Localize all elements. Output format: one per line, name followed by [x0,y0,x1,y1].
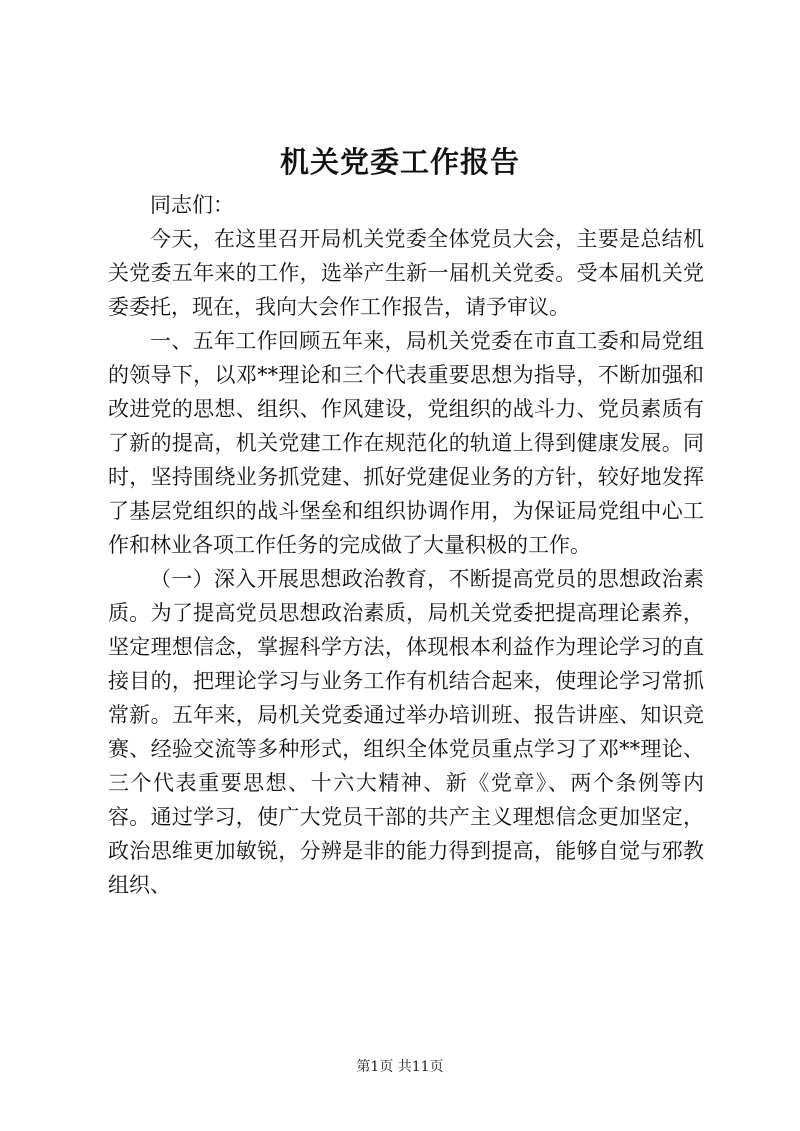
education-paragraph: （一）深入开展思想政治教育，不断提高党员的思想政治素质。为了提高党员思想政治素质，局机关党委把提高理论素养，坚定理想信念，掌握科学方法，体现根本利益作为理论学习的直接目的，把理论学习与业务工作有机结合起来，使理论学习常抓常新。五年来，局机关党委通过举办培训班、报告讲座、知识竞赛、经验交流等多种形式，组织全体党员重点学习了邓**理论、三个代表重要思想、十六大精神、新《党章》、两个条例等内容。通过学习，使广大党员干部的共产主义理想信念更加坚定，政治思维更加敏锐，分辨是非的能力得到提高，能够自觉与邪教组织、 [108,567,704,897]
review-paragraph: 一、五年工作回顾五年来，局机关党委在市直工委和局党组的领导下，以邓**理论和三个代表重要思想为指导，不断加强和改进党的思想、组织、作风建设，党组织的战斗力、党员素质有了新的提高，机关党建工作在规范化的轨道上得到健康发展。同时，坚持围绕业务抓党建、抓好党建促业务的方针，较好地发挥了基层党组织的战斗堡垒和组织协调作用，为保证局党组中心工作和林业各项工作任务的完成做了大量积极的工作。 [108,329,704,557]
intro-paragraph: 今天，在这里召开局机关党委全体党员大会，主要是总结机关党委五年来的工作，选举产生新一届机关党委。受本届机关党委委托，现在，我向大会作工作报告，请予审议。 [108,227,704,319]
document-body [108,188,704,902]
page-number-footer: 第1页 共11页 [356,1059,444,1075]
document-title: 机关党委工作报告 [279,145,520,179]
salutation-paragraph: 同志们： [150,193,234,217]
